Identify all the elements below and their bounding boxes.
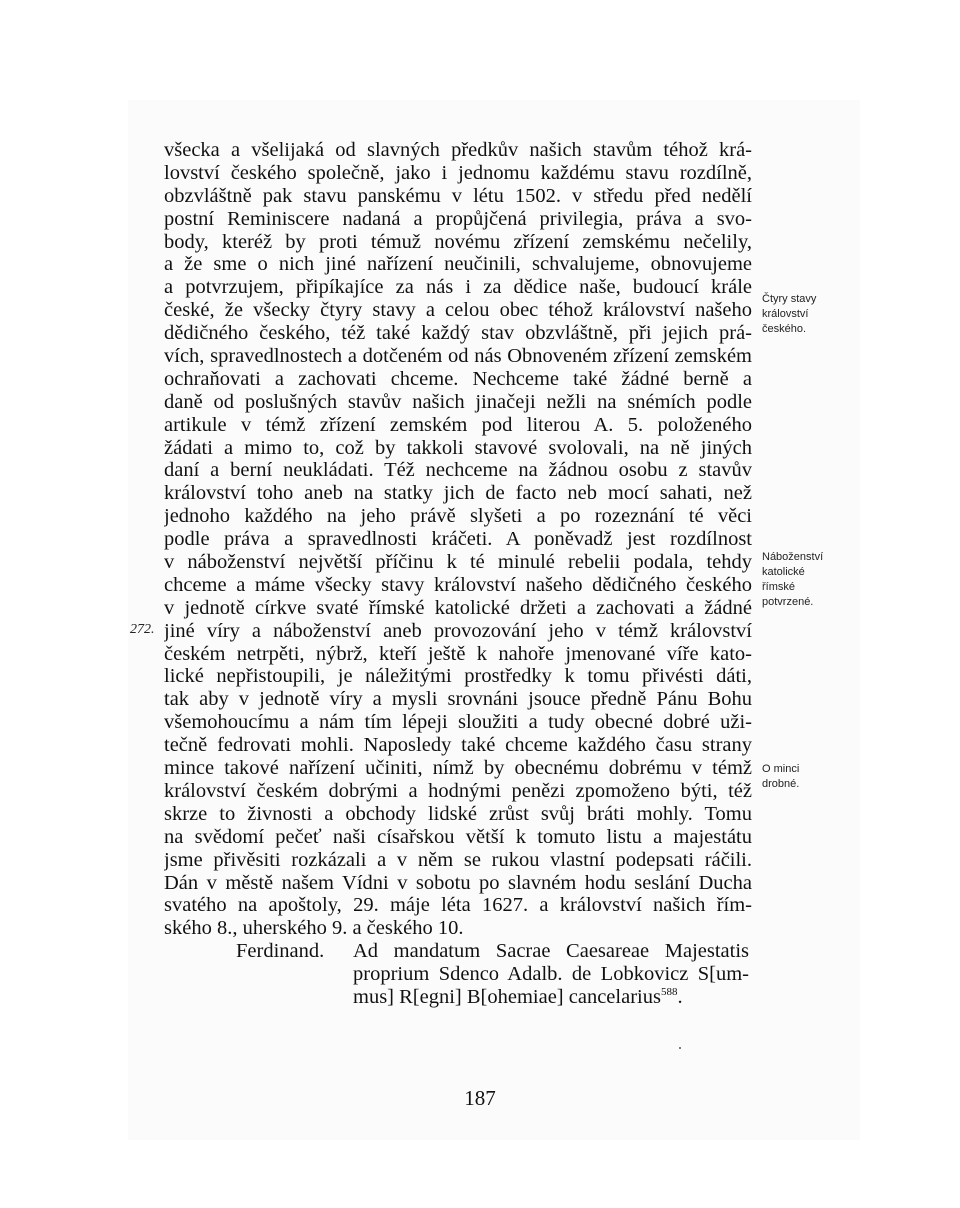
margin-note-line: katolické [762,566,805,578]
body-text [164,139,752,1008]
text-line: daně od poslušných stavův našich jinačeji nežli na snémích podle [164,390,752,413]
text-line: postní Reminiscere nadaná a propůjčená privilegia, práva a svo- [164,207,752,230]
text-line: v jednotě církve svaté římské katolické držeti a zachovati a žádné [164,596,752,619]
text-line: lické nepřistoupili, je náležitými prostředky k tomu přivésti dáti, [164,665,752,688]
text-line: české, že všecky čtyry stavy a celou obec téhož království našeho [164,299,752,322]
text-line: daní a berní neukládati. Též nechceme na žádnou osobu z stavův [164,459,752,482]
text-line: království toho aneb na statky jich de facto neb mocí sahati, než [164,482,752,505]
page-number: 187 [464,1086,496,1110]
text-line: tečně fedrovati mohli. Naposledy také chceme každého času strany [164,734,752,757]
text-line: Dán v městě našem Vídni v sobotu po slavném hodu seslání Ducha [164,871,752,894]
text-line: svatého na apoštoly, 29. máje léta 1627. a království našich řím- [164,894,752,917]
text-line: vích, spravedlnostech a dotčeném od nás Obnoveném zřízení zemském [164,345,752,368]
margin-note-estates [762,292,854,337]
margin-note-line: království [762,308,809,320]
text-line: českém netrpěti, nýbrž, kteří ještě k nahoře jmenované víře kato- [164,642,752,665]
footnote-marker: 588 [660,986,678,999]
margin-note-coinage [762,762,854,792]
margin-note-religion [762,550,854,610]
text-line: skrze to živnosti a obchody lidské zrůst svůj bráti mohly. Tomu [164,802,752,825]
countersignature-line: Ad mandatum Sacrae Caesareae Majestatis [353,940,749,963]
text-line: a že sme o nich jiné nařízení neučinili, schvalujeme, obnovujeme [164,253,752,276]
text-line: všecka a všelijaká od slavných předkův našich stavům téhož krá- [164,139,752,161]
text-line: body, kteréž by proti témuž novému zřízení zemskému nečelily, [164,230,752,253]
countersignature-line [353,986,749,1009]
ink-speck [679,1047,681,1049]
text-line: žádati a mimo to, což by takkoli stavové svolovali, na ně jiných [164,436,752,459]
countersignature-line: proprium Sdenco Adalb. de Lobkovicz S[um- [353,963,749,986]
text-line: obzvláštně pak stavu panskému v létu 1502. v středu před nedělí [164,184,752,207]
text-line: dědičného českého, též také každý stav obzvláštně, při jejich prá- [164,322,752,345]
margin-note-line: O minci [762,763,800,775]
margin-note-line: českého. [762,323,807,335]
signature-name: Ferdinand. [236,940,325,963]
signature-block [164,940,752,1008]
text-line: mince takové nařízení učiniti, nímž by obecnému dobrému v témž [164,757,752,780]
text-line: všemohoucímu a nám tím lépeji sloužiti a tudy obecné dobré uži- [164,711,752,734]
text-line: jednoho každého na jeho právě slyšeti a po rozeznání té věci [164,505,752,528]
text-line: království českém dobrými a hodnými penězi zpomoženo býti, též [164,779,752,802]
source-line-number: 272. [130,622,155,637]
countersignature [353,940,749,1009]
text-line: na svědomí pečeť naši císařskou větší k tomuto listu a majestátu [164,825,752,848]
text-line: jiné víry a náboženství aneb provozování jeho v témž království [164,619,752,642]
countersignature-text: mus] R[egni] B[ohemiae] cancelarius [353,985,661,1008]
text-line: lovství českého společně, jako i jednomu každému stavu rozdílně, [164,161,752,184]
text-line: ského 8., uherského 9. a českého 10. [164,917,464,940]
margin-note-line: drobné. [762,778,800,790]
text-line: podle práva a spravedlnosti kráčeti. A poněvadž jest rozdílnost [164,528,752,551]
margin-note-line: Čtyry stavy [762,293,817,305]
countersignature-period: . [677,985,683,1008]
text-line: jsme přivěsiti rozkázali a v něm se rukou vlastní podepsati ráčili. [164,848,752,871]
text-line: chceme a máme všecky stavy království našeho dědičného českého [164,573,752,596]
text-line: ochraňovati a zachovati chceme. Nechceme také žádné berně a [164,367,752,390]
margin-note-line: potvrzené. [762,596,814,608]
text-line: a potvrzujem, připíkajíce za nás i za dědice naše, budoucí krále [164,276,752,299]
text-line: artikule v témž zřízení zemském pod literou A. 5. položeného [164,413,752,436]
margin-note-line: Náboženství [762,551,824,563]
margin-note-line: římské [762,581,795,593]
text-line: tak aby v jednotě víry a mysli srovnáni jsouce předně Pánu Bohu [164,688,752,711]
text-line: v náboženství největší příčinu k té minulé rebelii podala, tehdy [164,551,752,574]
